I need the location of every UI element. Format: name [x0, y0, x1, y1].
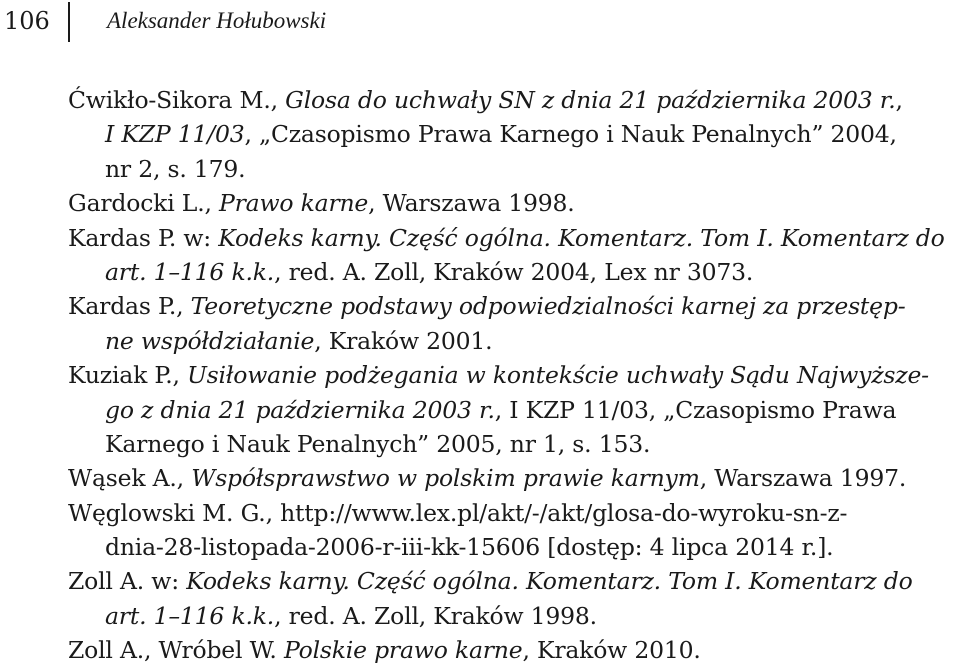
entry-text: Gardocki L.,	[68, 189, 220, 218]
entry-text: , red. A. Zoll, Kraków 2004, Lex nr 3073.	[274, 257, 754, 286]
entry-text: dnia-28-listopada-2006-r-iii-kk-15606 [dostęp: 4 lipca 2014 r.].	[105, 533, 834, 562]
entry-text: Kardas P.,	[68, 292, 191, 321]
bibliography-entry	[68, 186, 952, 220]
entry-text: Karnego i Nauk Penalnych” 2005, nr 1, s. 153.	[105, 429, 651, 458]
bibliography-entry	[68, 564, 952, 633]
entry-title-text: ne współdziałanie	[105, 326, 315, 355]
bibliography-entry	[68, 461, 952, 495]
entry-title-text: I KZP 11/03	[105, 120, 245, 149]
entry-title-text: Polskie prawo karne	[283, 636, 523, 665]
entry-text: Zoll A. w:	[68, 567, 187, 596]
entry-line	[68, 221, 952, 255]
entry-text: , Kraków 2010.	[522, 636, 701, 665]
entry-title-text: Glosa do uchwały SN z dnia 21 października 2003 r.	[285, 86, 896, 114]
entry-line	[68, 633, 952, 667]
entry-text: , I KZP 11/03, „Czasopismo Prawa	[494, 395, 897, 424]
bibliography-entry	[68, 496, 952, 565]
entry-text: ,	[895, 86, 903, 114]
bibliography-entry	[68, 289, 952, 358]
entry-title-text: Kodeks karny. Część ogólna. Komentarz. Tom I. Komentarz do	[186, 567, 913, 596]
entry-text: Zoll A., Wróbel W.	[68, 636, 284, 665]
entry-line	[68, 83, 952, 117]
entry-text: , Warszawa 1997.	[699, 464, 907, 493]
bibliography-list	[68, 83, 952, 668]
entry-title-text: art. 1–116 k.k.	[105, 257, 275, 286]
entry-text: Ćwikło-Sikora M.,	[68, 86, 286, 114]
entry-title-text: Prawo karne	[219, 189, 369, 218]
entry-text: Kardas P. w:	[68, 223, 219, 252]
entry-line	[68, 496, 952, 530]
entry-line	[68, 427, 952, 461]
entry-line	[68, 289, 952, 323]
entry-line	[68, 564, 952, 598]
entry-text: , Warszawa 1998.	[368, 189, 575, 218]
entry-line	[68, 152, 952, 186]
entry-title-text: go z dnia 21 października 2003 r.	[105, 395, 495, 424]
entry-text: Węglowski M. G., http://www.lex.pl/akt/-/akt/glosa-do-wyroku-sn-z-	[68, 498, 848, 527]
entry-title-text: Kodeks karny. Część ogólna. Komentarz. Tom I. Komentarz do	[218, 223, 945, 252]
bibliography-entry	[68, 358, 952, 461]
entry-title-text: art. 1–116 k.k.	[105, 601, 275, 630]
entry-text: Kuziak P.,	[68, 361, 188, 390]
entry-line	[68, 530, 952, 564]
entry-line	[68, 599, 952, 633]
entry-text: , red. A. Zoll, Kraków 1998.	[274, 601, 597, 630]
entry-text: Wąsek A.,	[68, 464, 192, 493]
entry-text: , Kraków 2001.	[314, 326, 493, 355]
entry-title-text: Usiłowanie podżegania w kontekście uchwały Sądu Najwyższe-	[187, 361, 929, 390]
header-divider	[68, 2, 70, 42]
entry-title-text: Współsprawstwo w polskim prawie karnym	[191, 464, 700, 493]
entry-line	[68, 393, 952, 427]
entry-text: , „Czasopismo Prawa Karnego i Nauk Penalnych” 2004,	[244, 120, 897, 149]
running-head-author: Aleksander Hołubowski	[107, 8, 327, 33]
bibliography-entry	[68, 221, 952, 290]
entry-line	[68, 255, 952, 289]
bibliography-entry	[68, 83, 952, 186]
entry-text: nr 2, s. 179.	[105, 154, 246, 183]
page-number: 106	[4, 7, 50, 35]
entry-line	[68, 186, 952, 220]
bibliography-entry	[68, 633, 952, 667]
entry-line	[68, 358, 952, 392]
entry-line	[68, 461, 952, 495]
entry-line	[68, 117, 952, 151]
entry-title-text: Teoretyczne podstawy odpowiedzialności karnej za przestęp-	[190, 292, 906, 321]
entry-line	[68, 324, 952, 358]
